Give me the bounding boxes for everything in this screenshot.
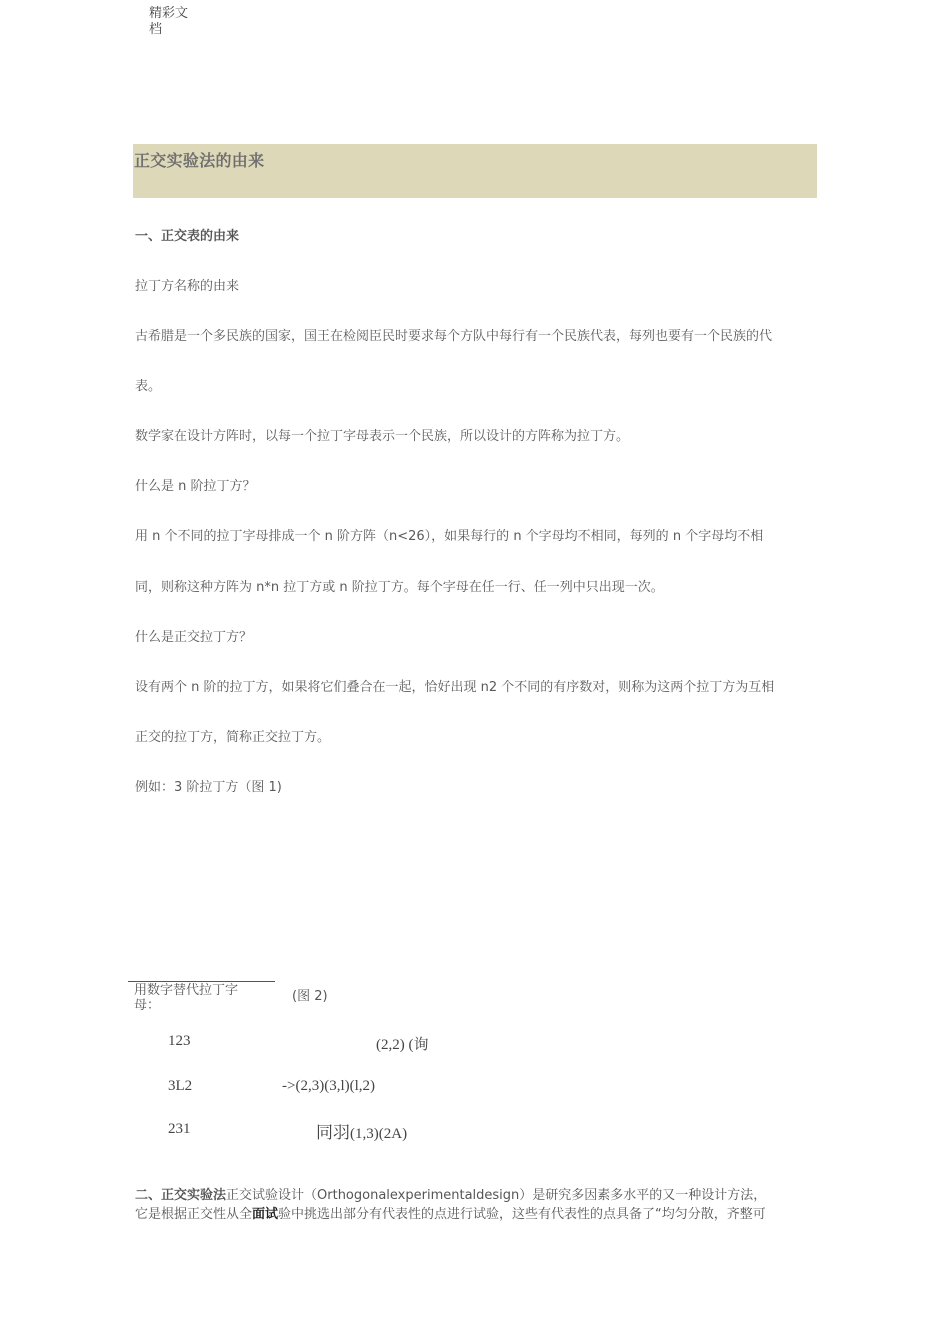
- matrix-row-3-prefix: 同羽: [316, 1123, 350, 1143]
- section2-line2: [135, 1203, 766, 1222]
- paragraph: 用 n 个不同的拉丁字母排成一个 n 阶方阵（n<26），如果每行的 n 个字母均不相同，每列的 n 个字母均不相: [135, 529, 764, 544]
- paragraph: 拉丁方名称的由来: [135, 279, 240, 294]
- section2-line1: [135, 1184, 766, 1203]
- section2-line2-pre: 它是根据正交性从全: [135, 1207, 253, 1222]
- paragraph: 古希腊是一个多民族的国家，国王在检阅臣民时要求每个方队中每行有一个民族代表，每列也要有一个民族的代: [135, 329, 773, 344]
- divider-line: [128, 981, 275, 982]
- matrix-row-3-right-text: (1,3)(2A): [350, 1126, 408, 1142]
- matrix-row-2-left: 3L2: [168, 1078, 193, 1094]
- section2-heading: 二、正交实验法: [135, 1188, 227, 1203]
- matrix-row-3-left: 231: [168, 1121, 191, 1137]
- header-mark-line1: 精彩文: [149, 6, 189, 21]
- matrix-row-1-right-text: (2,2) (询: [376, 1037, 429, 1053]
- figure2-caption: (图 2): [292, 989, 328, 1004]
- section-heading-1: 一、正交表的由来: [135, 229, 240, 244]
- matrix-row-1-right: [376, 1033, 429, 1054]
- paragraph: 什么是 n 阶拉丁方？: [135, 479, 256, 494]
- paragraph: 例如：3 阶拉丁方（图 1): [135, 780, 282, 795]
- section2-line2-emphasis: 面试: [252, 1207, 279, 1222]
- figure2-label: 用数字替代拉丁字母：: [134, 983, 239, 1013]
- section2-line2-post: 验中挑选出部分有代表性的点进行试验，这些有代表性的点具备了“均匀分散，齐整可: [278, 1207, 766, 1222]
- section2-line1-text: 正交试验设计（Orthogonalexperimentaldesign）是研究多因素多水平的又一种设计方法，: [226, 1188, 767, 1203]
- matrix-row-1-left: 123: [168, 1033, 191, 1049]
- page-title: 正交实验法的由来: [134, 151, 265, 170]
- paragraph: 表。: [135, 379, 162, 394]
- paragraph: 设有两个 n 阶的拉丁方，如果将它们叠合在一起，恰好出现 n2 个不同的有序数对，则称为这两个拉丁方为互相: [135, 680, 775, 695]
- header-mark: [149, 6, 197, 38]
- title-band: [133, 144, 817, 198]
- header-mark-line2: 档: [149, 22, 163, 37]
- paragraph: 什么是正交拉丁方？: [135, 630, 253, 645]
- matrix-row-3-right: [316, 1118, 407, 1143]
- paragraph: 同，则称这种方阵为 n*n 拉丁方或 n 阶拉丁方。每个字母在任一行、任一列中只出现一次。: [135, 580, 664, 595]
- matrix-row-2-right: ->(2,3)(3,l)(l,2): [282, 1078, 376, 1094]
- paragraph: 数学家在设计方阵时，以每一个拉丁字母表示一个民族，所以设计的方阵称为拉丁方。: [135, 429, 630, 444]
- paragraph: 正交的拉丁方，简称正交拉丁方。: [135, 730, 331, 745]
